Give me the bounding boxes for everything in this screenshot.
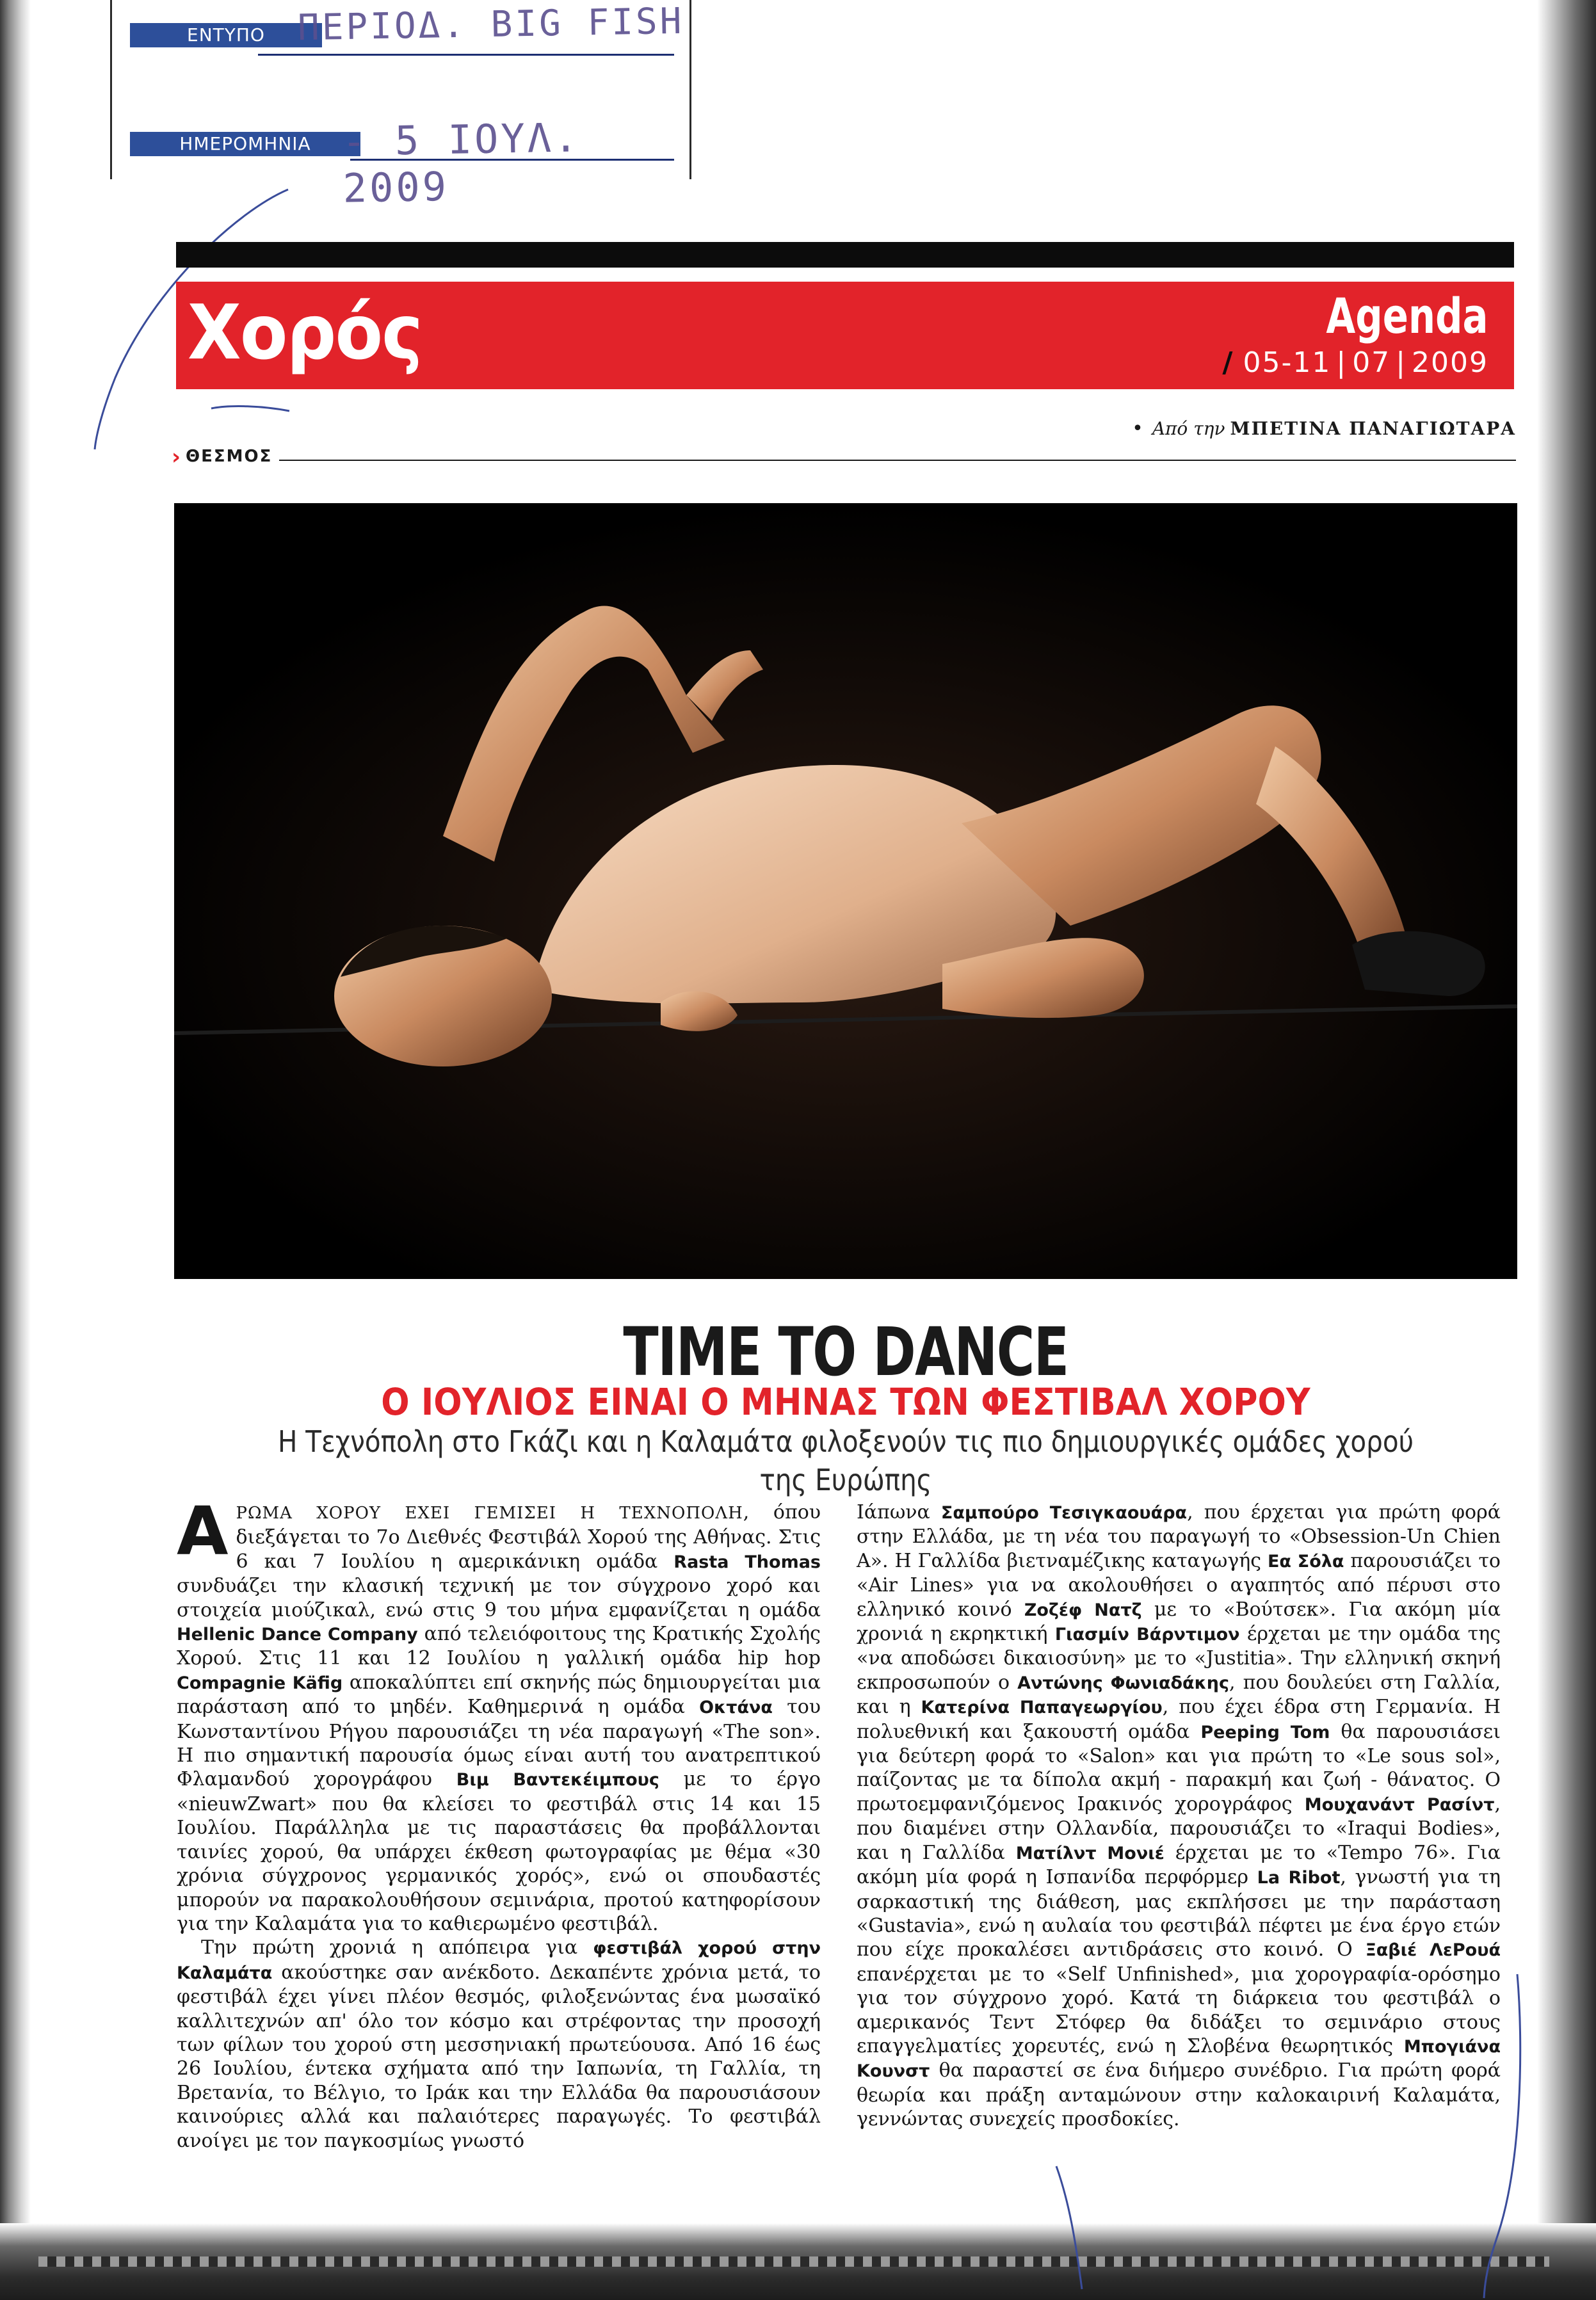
paragraph xyxy=(177,1936,821,2153)
name-highlight: Ξαβιέ ΛεΡουά xyxy=(1365,1940,1501,1961)
agenda-logo: Agenda xyxy=(1326,287,1488,344)
date-separator: | xyxy=(1336,346,1348,379)
stamp-label-type: ΕΝΤΥΠΟ xyxy=(130,23,322,47)
stamp-label-date: ΗΜΕΡΟΜΗΝΙΑ xyxy=(130,132,360,156)
dancer-photo xyxy=(174,503,1517,1279)
name-highlight: Rasta Thomas xyxy=(673,1552,821,1572)
text-run: επανέρχεται με το «Self Unfinished», μια χορογραφία-ορόσημο για τον σύγχρονο χορό. Κατά τη διάρκεια του φεστιβάλ ο αμερικανός Τεντ Στόφερ θα διδάξει το σεμινάριο στους επαγγελματίες χορευτές, ενώ η Σλοβένα θεωρητικός xyxy=(857,1963,1501,2057)
text-run: Ιάπωνα xyxy=(857,1501,941,1524)
name-highlight: Κατερίνα Παπαγεωργίου xyxy=(921,1698,1163,1718)
name-highlight: Ζοζέφ Νατζ xyxy=(1024,1600,1142,1620)
date-year: 2009 xyxy=(1412,346,1488,379)
section-label: ΘΕΣΜΟΣ xyxy=(186,447,273,466)
text-run: , όπου διεξάγεται το 7ο Διεθνές Φεστιβάλ Χορού της Αθήνας. Στις 6 και 7 Ιουλίου η αμερικάνικη ομάδα xyxy=(236,1501,821,1573)
chevron-right-icon: › xyxy=(172,444,181,470)
archive-stamp xyxy=(110,0,691,212)
text-run: του Κωνσταντίνου Ρήγου παρουσιάζει τη νέα παραγωγή «The son». Η πιο σημαντική παρουσία όμως είναι αυτή του ανατρεπτικού Φλαμανδού χορογράφου xyxy=(177,1696,821,1791)
text-run: με το «Βούτσεκ». Για ακόμη μία χρονιά η εκρηκτική xyxy=(857,1598,1501,1646)
issue-date xyxy=(1222,347,1488,379)
article-dek: Η Τεχνόπολη στο Γκάζι και η Καλαμάτα φιλοξενούν τις πιο δημιουργικές ομάδες χορού της Ευρώπης xyxy=(277,1424,1414,1497)
stamp-date-handwritten: - 5 ΙΟΥΛ. 2009 xyxy=(341,114,581,212)
paragraph xyxy=(857,1500,1501,2132)
name-highlight: Οκτάνα xyxy=(699,1698,773,1718)
pen-mark-bottom xyxy=(1031,2164,1108,2292)
section-banner xyxy=(176,282,1514,389)
text-run: , που έρχεται για πρώτη φορά στην Ελλάδα, με τη νέα του παραγωγή το «Obsession-Un Chien A». Η Γαλλίδα βιετναμέζικης καταγωγής xyxy=(857,1501,1501,1572)
section-row xyxy=(172,417,1516,471)
page-top-rule xyxy=(176,242,1514,268)
name-highlight: φεστιβάλ χορού στην Καλαμάτα xyxy=(177,1938,821,1983)
date-separator: | xyxy=(1396,346,1407,379)
bullet-icon: • xyxy=(1132,417,1143,440)
name-highlight: Ματίλντ Μονιέ xyxy=(1015,1843,1165,1863)
section-divider xyxy=(279,460,1516,461)
text-run: έρχεται με το «Tempo 76». Για ακόμη μία φορά η Ισπανίδα περφόρμερ xyxy=(857,1841,1501,1889)
text-run: παρουσιάζει το «Air Lines» για να ακολουθήσει ο αγαπητός από πέρυσι στο ελληνικό κοινό xyxy=(857,1549,1501,1621)
article-subheadline: Ο ΙΟΥΛΙΟΣ ΕΙΝΑΙ Ο ΜΗΝΑΣ ΤΩΝ ΦΕΣΤΙΒΑΛ ΧΟΡΟΥ xyxy=(381,1380,1310,1424)
stamp-source-handwritten: ΠΕΡΙΟΔ. BIG FISH xyxy=(297,0,684,49)
name-highlight: Γιασμίν Βάρντιμον xyxy=(1054,1625,1240,1645)
film-strip xyxy=(38,2256,1549,2267)
name-highlight: Εα Σόλα xyxy=(1267,1551,1344,1572)
text-run: από τελειόφοιτους της Κρατικής Σχολής Χορού. Στις 11 και 12 Ιουλίου η γαλλική ομάδα hip hop xyxy=(177,1623,821,1670)
text-run: έρχεται με την ομάδα της «να αποδώσει δικαιοσύνη» με το «Justitia». Την ελληνική σκηνή εκπροσωπούν ο xyxy=(857,1623,1501,1694)
section-title: Χορός xyxy=(188,288,422,376)
paragraph xyxy=(177,1492,821,1936)
byline-author: ΜΠΕΤΙΝΑ ΠΑΝΑΓΙΩΤΑΡΑ xyxy=(1230,418,1516,439)
name-highlight: La Ribot xyxy=(1257,1868,1341,1888)
scan-edge-right xyxy=(1537,0,1596,2300)
name-highlight: Σαμπούρο Τεσιγκαουάρα xyxy=(940,1503,1188,1523)
date-days: 05-11 xyxy=(1243,346,1332,379)
dancer-illustration xyxy=(174,503,1517,1279)
text-run: θα παραστεί σε ένα διήμερο συνέδριο. Για πρώτη φορά θεωρία και πράξη ανταμώνουν στην καλοκαιρινή Καλαμάτα, γεννώντας συνεχείς προσδοκίες. xyxy=(857,2059,1501,2131)
name-highlight: Μπογιάνα Κουνστ xyxy=(857,2036,1501,2082)
article-column-left xyxy=(177,1492,821,2153)
scan-edge-left xyxy=(0,0,31,2300)
article-column-right xyxy=(857,1500,1501,2132)
article-headline: TIME TO DANCE xyxy=(623,1313,1068,1391)
name-highlight: Βιμ Βαντεκέιμπους xyxy=(456,1770,659,1790)
text-run: , που δουλεύει στη Γαλλία, και η xyxy=(857,1671,1501,1719)
name-highlight: Peeping Tom xyxy=(1200,1722,1330,1742)
stamp-line-source xyxy=(258,54,674,56)
name-highlight: Hellenic Dance Company xyxy=(177,1625,418,1645)
text-run: Την πρώτη χρονιά η απόπειρα για xyxy=(201,1936,593,1959)
text-run: , που έχει έδρα στη Γερμανία. Η πολυεθνική και ξακουστή ομάδα xyxy=(857,1696,1501,1743)
text-run: με το έργο «nieuwZwart» που θα κλείσει το φεστιβάλ στις 14 και 15 Ιουλίου. Παράλληλα με τις παραστάσεις θα προβάλλονται ταινίες χορού, θα υπάρχει έκθεση φωτογραφίας με θέμα «30 χρόνια σύγχρονος γερμανικός χορός», ενώ οι σπουδαστές μπορούν να παρακολουθήσουν σεμινάρια, προτού κατηφορίσουν για την Καλαμάτα για το καθιερωμένο φεστιβάλ. xyxy=(177,1768,821,1935)
lead-in-caps: ΡΩΜΑ ΧΟΡΟΥ ΕΧΕΙ ΓΕΜΙΣΕΙ Η ΤΕΧΝΟΠΟΛΗ xyxy=(236,1504,743,1523)
name-highlight: Αντώνης Φωνιαδάκης xyxy=(1017,1673,1230,1693)
drop-cap: Α xyxy=(177,1492,229,1570)
name-highlight: Μουχανάντ Ρασίντ xyxy=(1304,1794,1495,1815)
text-run: συνδυάζει την κλασική τεχνική με τον σύγχρονο χορό και στοιχεία μιούζικαλ, ενώ στις 9 του μήνα εμφανίζεται η ομάδα xyxy=(177,1575,821,1621)
text-run: ακούστηκε σαν ανέκδοτο. Δεκαπέντε χρόνια μετά, το φεστιβάλ έχει γίνει πλέον θεσμός, φιλοξενώντας ένα μωσαϊκό καλλιτεχνών απ' όλο τον κόσμο και στρέφοντας την προσοχή των φίλων του χορού στη μεσσηνιακή πρωτεύουσα. Από 16 έως 26 Ιουλίου, έντεκα σχήματα από την Ιαπωνία, τη Γαλλία, τη Βρετανία, το Βέλγιο, το Ιράκ και την Ελλάδα θα παρουσιάσουν καινούριες αλλά και παλαιότερες παραγωγές. Το φεστιβάλ ανοίγει με τον παγκοσμίως γνωστό xyxy=(177,1961,821,2152)
date-month: 07 xyxy=(1352,346,1391,379)
text-run: , που διαμένει στην Ολλανδία, παρουσιάζει το «Iraqui Bodies», και η Γαλλίδα xyxy=(857,1792,1501,1864)
byline xyxy=(1132,417,1516,440)
byline-prefix: Από την xyxy=(1152,418,1225,439)
text-run: , γνωστή για τη σαρκαστική της διάθεση, μας εκπλήσσει με την παράσταση «Gustavia», ενώ η αυλαία του φεστιβάλ πέφτει με ένα έργο ετών που είχε προκαλέσει αντιδράσεις στο κοινό. Ο xyxy=(857,1866,1501,1961)
text-run: αποκαλύπτει επί σκηνής πώς δημιουργείται μια παράσταση από το μηδέν. Καθημερινά η ομάδα xyxy=(177,1671,821,1719)
text-run: θα παρουσιάσει για δεύτερη φορά το «Salon» και για πρώτη το «Le sous sol», παίζοντας με τα δίπολα ακμή - παρακμή και ζωή - θάνατος. Ο πρωτοεμφανιζόμενος Ιρακινός χορογράφος xyxy=(857,1720,1501,1815)
date-slash: / xyxy=(1222,346,1234,379)
name-highlight: Compagnie Käfig xyxy=(177,1673,343,1693)
